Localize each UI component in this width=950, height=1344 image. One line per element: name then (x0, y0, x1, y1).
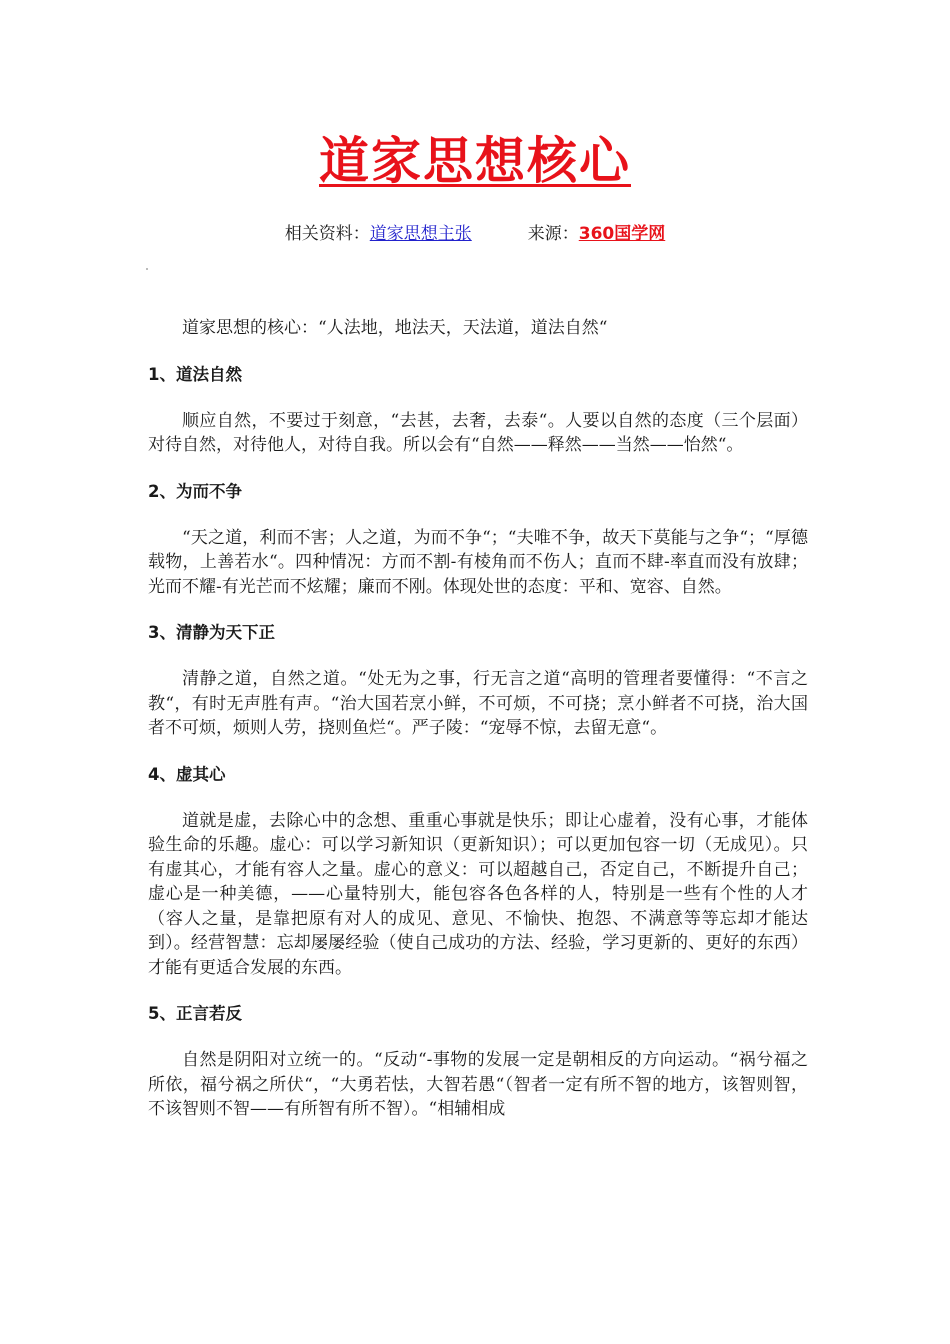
section-heading-4: 4、虚其心 (148, 764, 226, 784)
document-title (0, 128, 950, 194)
source-link[interactable]: 360国学网 (578, 224, 666, 244)
source-label: 来源： (527, 224, 579, 244)
section-heading-3: 3、清静为天下正 (148, 623, 275, 642)
intro-paragraph: 道家思想的核心：“人法地，地法天，天法道，道法自然“ (182, 318, 608, 338)
section-text-1: 顺应自然，不要过于刻意，“去甚，去奢，去泰“。人要以自然的态度（三个层面）对待自然，对待他人，对待自我。所以会有“自然——释然——当然——怡然“。 (148, 410, 808, 455)
related-label: 相关资料： (284, 224, 370, 244)
section-text-4: 道就是虚，去除心中的念想、重重心事就是快乐；即让心虚着，没有心事，才能体验生命的乐趣。虚心：可以学习新知识（更新知识）；可以更加包容一切（无成见）。只有虚其心，才能有容人之量。虚心的意义：可以超越自己，否定自己，不断提升自己；虚心是一种美德，——心量特别大，能包容各色各样的人，特别是一些有个性的人才（容人之量，是靠把原有对人的成见、意见、不愉快、抱怨、不满意等等忘却才能达到）。经营智慧：忘却屡屡经验（使自己成功的方法、经验，学习更新的、更好的东西）才能有更适合发展的东西。 (148, 810, 808, 978)
section-text-3: 清静之道，自然之道。“处无为之事，行无言之道“高明的管理者要懂得：“不言之教“，有时无声胜有声。“治大国若烹小鲜，不可烦，不可挠；烹小鲜者不可挠，治大国者不可烦，烦则人劳，挠则鱼烂“。严子陵：“宠辱不惊，去留无意“。 (148, 669, 808, 738)
document-title-text: 道家思想核心 (319, 132, 631, 190)
document-body (148, 316, 808, 1122)
section-heading-2: 2、为而不争 (148, 481, 242, 501)
related-link[interactable]: 道家思想主张 (369, 224, 472, 244)
section-text-2: “天之道，利而不害；人之道，为而不争“；“夫唯不争，故天下莫能与之争“；“厚德载物，上善若水“。四种情况：方而不割-有棱角而不伤人；直而不肆-率直而没有放肆；光而不耀-有光芒而不炫耀；廉而不刚。体现处世的态度：平和、宽容、自然。 (148, 527, 808, 597)
section-heading-5: 5、正言若反 (148, 1004, 242, 1023)
section-text-5: 自然是阴阳对立统一的。“反动“-事物的发展一定是朝相反的方向运动。“祸兮福之所依，福兮祸之所伏“，“大勇若怯，大智若愚“（智者一定有所不智的地方，该智则智，不该智则不智——有所智有所不智）。“相辅相成 (148, 1050, 808, 1119)
document-meta (0, 220, 950, 248)
stray-mark (146, 268, 148, 270)
section-heading-1: 1、道法自然 (148, 364, 242, 384)
